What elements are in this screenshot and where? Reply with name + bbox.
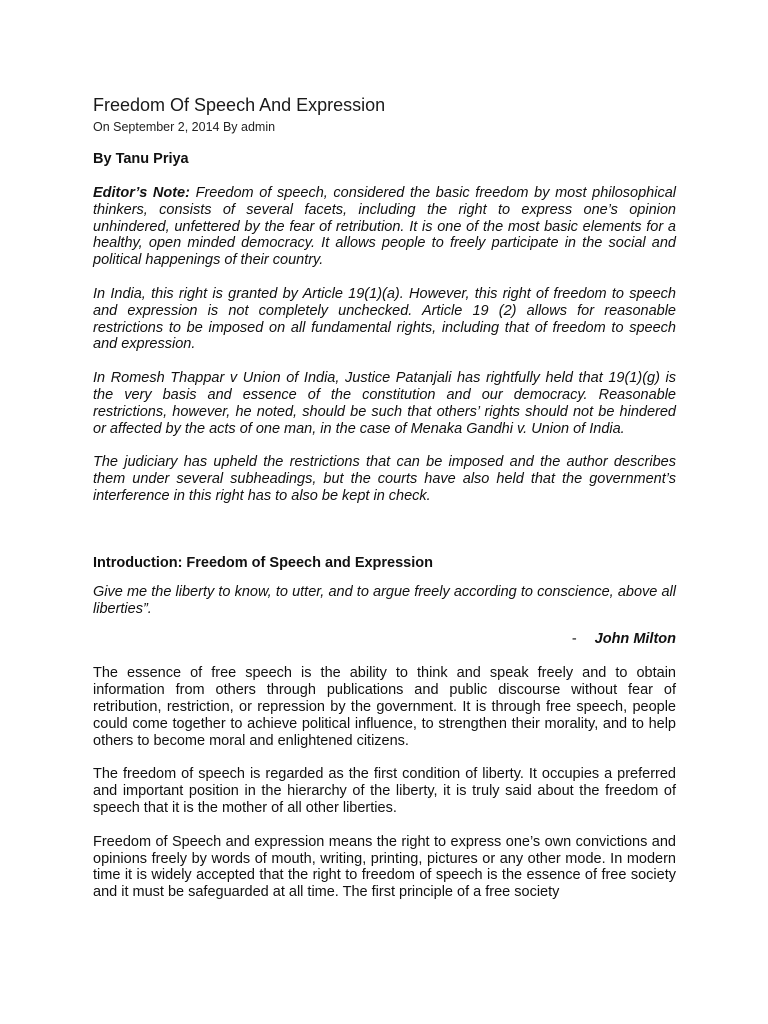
editors-note-paragraph-4: The judiciary has upheld the restrictions that can be imposed and the author describes them under several subheadings, but the courts have also held that the government’s interference in this right has to also be kept in check. <box>93 454 676 504</box>
milton-quote: Give me the liberty to know, to utter, and to argue freely according to conscience, above all liberties”. <box>93 583 676 617</box>
article-meta: On September 2, 2014 By admin <box>93 120 276 134</box>
introduction-paragraph-1: The essence of free speech is the ability to think and speak freely and to obtain information from others through publications and public discourse without fear of retribution, restriction, or repression by the government. It is through free speech, people could come together to achieve political influence, to strengthen their morality, and to help others to become moral and enlightened citizens. <box>93 665 676 749</box>
editors-note-label: Editor’s Note: <box>93 185 190 201</box>
editors-note-paragraph-3: In Romesh Thappar v Union of India, Justice Patanjali has rightfully held that 19(1)(g) is the very basis and essence of the constitution and our democracy. Reasonable restrictions, however, he noted, should be such that others’ rights should not be hindered or affected by the acts of one man, in the case of Menaka Gandhi v. Union of India. <box>93 370 676 437</box>
introduction-paragraph-3: Freedom of Speech and expression means the right to express one’s own convictions and opinions freely by words of mouth, writing, printing, pictures or any other mode. In modern time it is widely accepted that the right to freedom of speech is the essence of free society and it must be safeguarded at all time. The first principle of a free society <box>93 833 676 901</box>
quote-author: John Milton <box>594 631 676 648</box>
quote-attribution <box>93 630 676 648</box>
editors-note-paragraph-1 <box>93 185 676 269</box>
article-title: Freedom Of Speech And Expression <box>93 95 386 115</box>
introduction-paragraph-2: The freedom of speech is regarded as the first condition of liberty. It occupies a preferred and important position in the hierarchy of the liberty, it is truly said about the freedom of speech that it is the mother of all other liberties. <box>93 766 676 816</box>
document-page <box>93 93 676 901</box>
introduction-heading: Introduction: Freedom of Speech and Expression <box>93 554 433 571</box>
editors-note-text-1: Freedom of speech, considered the basic freedom by most philosophical thinkers, consists of several facets, including the right to express one’s opinion unhindered, unfettered by the fear of retribution. It is one of the most basic elements for a healthy, open minded democracy. It allows people to freely participate in the social and political happenings of their country. <box>93 185 676 269</box>
editors-note-paragraph-2: In India, this right is granted by Article 19(1)(a). However, this right of freedom to speech and expression is not completely unchecked. Article 19 (2) allows for reasonable restrictions to be imposed on all fundamental rights, including that of freedom to speech and expression. <box>93 285 676 353</box>
attribution-dash: - <box>571 631 577 648</box>
author-byline: By Tanu Priya <box>93 151 189 167</box>
